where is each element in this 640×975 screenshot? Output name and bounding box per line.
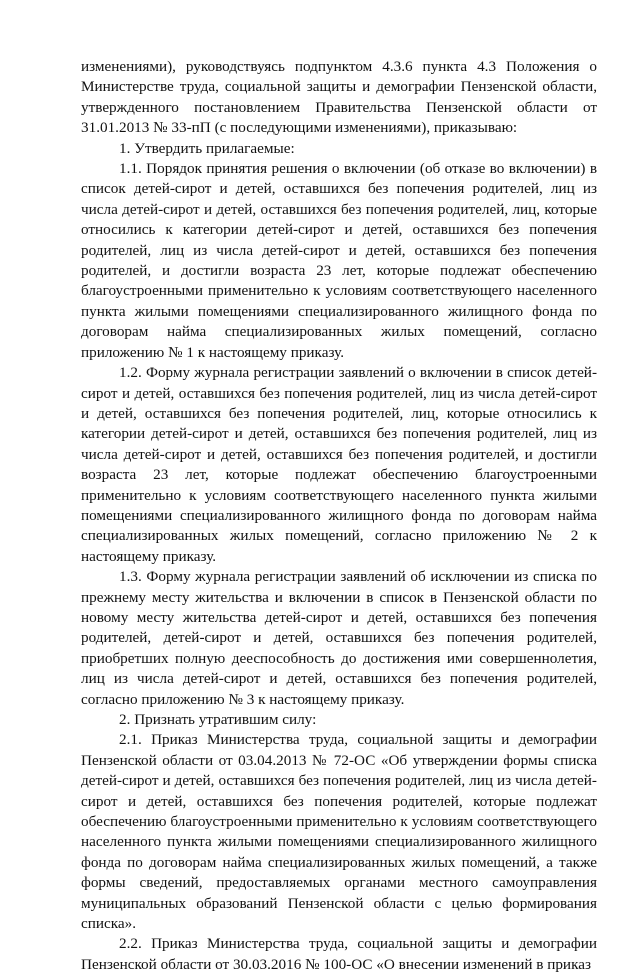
paragraph-preamble: изменениями), руководствуясь подпунктом 4.3.6 пункта 4.3 Положения о Министерстве труда, социальной защиты и демографии Пензенской области, утвержденного постановлением Правительства Пензенской области от 31.01.2013 № 33-пП (с последующими изменениями), приказываю: <box>81 58 597 137</box>
paragraph-item-1-3: 1.3. Форму журнала регистрации заявлений об исключении из списка по прежнему месту жительства и включении в список в Пензенской области по новому месту жительства детей-сирот и детей, оставшихся без попечения родителей, детей-сирот и детей, оставшихся без попечения родителей, приобретших полную дееспособность до достижения ими совершеннолетия, лиц из числа детей-сирот и детей, оставшихся без попечения родителей, согласно приложению № 3 к настоящему приказу. <box>81 568 597 708</box>
paragraph-item-2-1: 2.1. Приказ Министерства труда, социальной защиты и демографии Пензенской области от 03.04.2013 № 72-ОС «Об утверждении формы списка детей-сирот и детей, оставшихся без попечения родителей, лиц из числа детей-сирот и детей, оставшихся без попечения родителей, которые подлежат обеспечению благоустроенными применительно к условиям соответствующего населенного пункта жилыми помещениями специализированного жилищного фонда по договорам найма специализированных жилых помещений, а также формы сведений, предоставляемых органами местного самоуправления муниципальных образований Пензенской области с целью формирования списка». <box>81 731 597 933</box>
paragraph-item-2: 2. Признать утратившим силу: <box>119 711 317 728</box>
document-page <box>81 57 597 975</box>
paragraph-item-1: 1. Утвердить прилагаемые: <box>119 139 295 157</box>
paragraph-item-1-2: 1.2. Форму журнала регистрации заявлений о включении в список детей-сирот и детей, оставшихся без попечения родителей, лиц из числа детей-сирот и детей, оставшихся без попечения родителей, лиц, которые относились к категории детей-сирот и детей, оставшихся без попечения родителей, лиц из числа детей-сирот и детей, оставшихся без попечения родителей, и достигли возраста 23 лет, которые подлежат обеспечению благоустроенными применительно к условиям соответствующего населенного пункта жилыми помещениями специализированного жилищного фонда по договорам найма специализированных жилых помещений, согласно приложению № 2 к настоящему приказу. <box>81 364 597 565</box>
paragraph-item-1-1: 1.1. Порядок принятия решения о включении (об отказе во включении) в список детей-сирот и детей, оставшихся без попечения родителей, лиц из числа детей-сирот и детей, оставшихся без попечения родителей, лиц, которые относились к категории детей-сирот и детей, оставшихся без попечения родителей, лиц из числа детей-сирот и детей, оставшихся без попечения родителей, и достигли возраста 23 лет, которые подлежат обеспечению благоустроенными применительно к условиям соответствующего населенного пункта жилыми помещениями специализированного жилищного фонда по договорам найма специализированных жилых помещений, согласно приложению № 1 к настоящему приказу. <box>81 160 597 361</box>
paragraph-item-2-2: 2.2. Приказ Министерства труда, социальной защиты и демографии Пензенской области от 30.03.2016 № 100-ОС «О внесении изменений в приказ <box>81 935 597 973</box>
